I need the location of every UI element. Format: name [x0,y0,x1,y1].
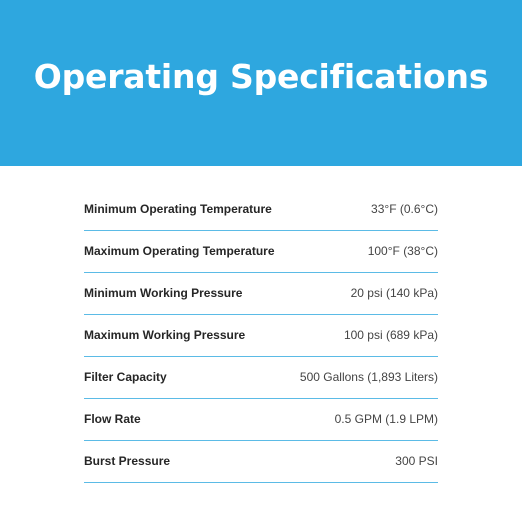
spec-row-filter-capacity [84,358,438,399]
spec-label: Maximum Working Pressure [84,328,246,342]
spec-row-min-operating-temperature [84,190,438,231]
spec-label: Minimum Operating Temperature [84,202,272,216]
spec-label: Minimum Working Pressure [84,286,243,300]
spec-label: Filter Capacity [84,370,167,384]
spec-list [84,190,438,483]
spec-value: 33°F (0.6°C) [371,202,438,216]
spec-value: 100°F (38°C) [367,244,438,258]
spec-label: Flow Rate [84,412,141,426]
spec-row-burst-pressure [84,442,438,483]
spec-row-max-operating-temperature [84,232,438,273]
spec-label: Maximum Operating Temperature [84,244,275,258]
spec-value: 0.5 GPM (1.9 LPM) [334,412,438,426]
spec-value: 20 psi (140 kPa) [350,286,438,300]
spec-row-flow-rate [84,400,438,441]
page-title: Operating Specifications [33,56,489,96]
spec-value: 500 Gallons (1,893 Liters) [299,370,438,384]
spec-value: 300 PSI [395,454,438,468]
spec-row-min-working-pressure [84,274,438,315]
spec-value: 100 psi (689 kPa) [343,328,438,342]
spec-row-max-working-pressure [84,316,438,357]
header-banner [0,0,522,166]
spec-label: Burst Pressure [84,454,171,468]
